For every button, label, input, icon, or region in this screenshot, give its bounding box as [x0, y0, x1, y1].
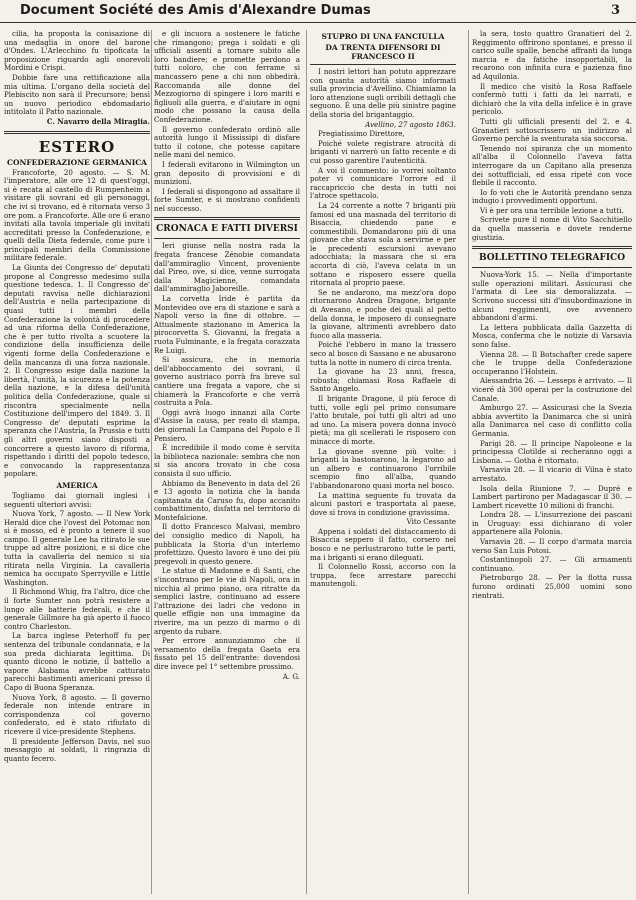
section-rule	[472, 246, 632, 249]
paragraph: Parigi 28. — Il principe Napoleone e la principessa Clotilde si recheranno oggi a Lisbona. — Gotha è ritornato.	[472, 438, 632, 465]
paragraph: Io fo voti che le Autorità prendano senza indugio i provvedimenti opportuni.	[472, 187, 632, 206]
paragraph: Nuova York, 8 agosto. — Il governo federale non intende entrare in corrispondenza col governo confederato, ed è stato rifiutato di ricevere il vice-presidente Stephens.	[4, 692, 150, 736]
paragraph: Nuova York, 7 agosto. — Il New York Herald dice che l'ovest del Potomac non si è mosso, ed è pronto a tenere il suo campo. Il generale Lee ha ritirato le sue truppe ad altre posizioni, e si dice che tutta la cavalleria del nemico si sia ritirata nella Virginia. La cavalleria nemica ha occupato Sperryville e Little Washington.	[4, 509, 150, 587]
paragraph: Alessandria 26. — Lesseps è arrivato. — Il viceré dà 300 operai per la costruzione del Canale.	[472, 376, 632, 403]
paragraph: cilia, ha proposta la conisazione di una medaglia in onore del barone d'Ondes. L'Arlecchino fu tipoficata la proposizione riguardo agli onorevoli Mordini e Crispi.	[4, 30, 150, 73]
section-title-estero: ESTERO	[38, 137, 116, 156]
paragraph: Abbiamo da Benevento in data del 26 e 13 agosto la notizia che la banda capitanata da Caruso fu, dopo accanito combattimento, disfatta nel territorio di Montefalcione.	[154, 478, 300, 522]
paragraph: Si assicura, che in memoria dell'abboccamento dei sovrani, il governo austriaco porrà fra breve sul cantiere una fregata a vapore, che si chiamerà la Francoforte e che verrà costruita a Pola.	[154, 355, 300, 408]
paragraph: Francoforte, 20 agosto. — S. M. l'imperatore, alle ore 12 di quest'oggi, si è recata al castello di Rumpenheim a visitare gli sovrani ed gli personaggi, che ivi si trovano, ed è ritornata verso 3 ore pom. a Francoforte. Alle ore 6 erano invitati alla tavola imperiale gli invitati accreditati presso la Confederazione, e quelli della Dieta federale, come pure i principali membri della Commissione militare federale.	[4, 167, 150, 263]
paragraph: Amburgo 27. — Assicurasi che la Svezia abbia avvertito la Danimarca che si unirà alla Danimarca nel caso di conflitto colla Germania.	[472, 403, 632, 438]
paragraph: La barca inglese Peterhoff fu per sentenza del tribunale condannata, e la sua preda dichiarata legittima. Di quanto dicono le notizie, il battello a vapore Alabama avrebbe catturato parecchi bastimenti americani presso il Capo di Buona Speranza.	[4, 631, 150, 692]
paragraph: La giovane svenne più volte: i briganti la bastonarono, la legarono ad un albero e continuarono l'orribile scempio fino all'alba, quando l'abbandonarono quasi morta nel bosco.	[310, 446, 456, 490]
paragraph: e gli incuora a sostenere le fatiche che rimangono; prega i soldati e gli ufficiali assenti a tornare subito alle loro bandiere; e promette perdono a tutti coloro, che con ferrame si mancassero pene a chi non obbedirà. Raccomanda alle donne del Mezzogiorno di spingere i loro mariti e figliuoli alla guerra, e d'aiutare in ogni modo che possano la causa della Confederazione.	[154, 30, 300, 124]
paragraph: Il medico che visitò la Rosa Raffaele confermò tutti i fatti da lei narrati, e dichiarò che la vita della infelice è in grave pericolo.	[472, 81, 632, 117]
section-title-cronaca: CRONACA E FATTI DIVERSI	[156, 224, 298, 235]
paragraph: Il brigante Dragone, il più feroce di tutti, volle egli pel primo consumare l'atto brutale, poi tutti gli altri ad uno ad uno. La misera povera donna invocò pietà; ma gli scellerati le risposero con minacce di morte.	[310, 393, 456, 446]
column-1	[4, 30, 150, 894]
paragraph: La giovane ha 23 anni, fresca, robusta; chiamasi Rosa Raffaele di Santo Angelo.	[310, 367, 456, 394]
paragraph: Tenendo noi spiranza che un momento all'alba il Colonnello l'aveva fatta interrogare da un Capitano alla presenza dei sottufficiali, ed essa ripeté con voce flebile il racconto.	[472, 143, 632, 188]
section-rule	[154, 238, 300, 239]
paragraph: I nostri lettori han potuto apprezzare con quanta autorità siamo informati sulla provincia d'Avellino. Chiamiamo la loro attenzione sugli orribili dettagli che seguono. È una delle più sinistre pagine della storia del brigantaggio.	[310, 67, 456, 119]
section-title-bollettino: BOLLETTINO TELEGRAFICO	[478, 253, 626, 264]
column-divider	[151, 30, 152, 894]
column-divider	[306, 30, 307, 894]
article-signature: A. G.	[282, 671, 300, 681]
page-number: 3	[610, 3, 620, 18]
paragraph: Il governo confederato ordinò alle autorità lungo il Mississipi di disfare tutto il cotone, che potesse capitare nelle mani del nemico.	[154, 124, 300, 160]
subsection-title: CONFEDERAZIONE GERMANICA	[7, 157, 147, 167]
paragraph: La corvetta Iride è partita da Montevideo ove era di stazione e sarà a Napoli verso la fine di ottobre. — Attualmente stazionano in America la pirocorvetta S. Giovanni, la fregata a ruota Fulminante, e la fregata corazzata Re Luigi.	[154, 294, 300, 355]
paragraph: Ieri giunse nella nostra rada la fregata francese Zénobie comandata dall'ammiraglio Vincent, proveniente dal Pireo, ove, si dice, venne surrogata dalla Magicienne, comandata dall'ammiraglio Jaboreille.	[154, 241, 300, 294]
paragraph: Nuova-York 15. — Nella d'importante sulle operazioni militari. Assicurasi che l'armata di Lee sia demoralizzata. — Scrivono successi siti d'insubordinazione in alcuni reggimenti, ove avvennero abbandoni d'armi.	[472, 270, 632, 323]
paragraph: Il Colonnello Rossi, accorso con la truppa, fece arrestare parecchi manutengoli.	[310, 562, 456, 589]
document-title: Document Société des Amis d'Alexandre Dumas	[20, 3, 371, 18]
paragraph: A voi il commento: io vorrei soltanto poter vi comunicare l'orrore ed il raccapriccio che desta in tutti noi l'atroce spettacolo.	[310, 165, 456, 201]
column-4	[472, 30, 632, 894]
section-rule	[310, 64, 456, 65]
paragraph: Il presidente Jefferson Davis, nel suo messaggio ai soldati, li ringrazia di quanto fecero.	[4, 736, 150, 763]
page-header	[0, 0, 636, 23]
paragraph: Se ne andarono, ma mezz'ora dopo ritornarono Andrea Dragone, brigante di Avesano, e poche dei quali al petto della donna, le imposero di consegnare la giovane, altrimenti avrebbero dato fuoco alla masseria.	[310, 287, 456, 340]
paragraph: Il dotto Francesco Malvasi, membro del consiglio medico di Napoli, ha pubblicata la Storia d'un interlemo profettizzo. Questo lavoro è uno dei più pregevoli in questo genere.	[154, 522, 300, 566]
column-divider	[468, 30, 469, 894]
section-rule	[472, 267, 632, 268]
article-title-line: DA TRENTA DIFENSORI DI FRANCESCO II	[325, 43, 441, 61]
paragraph: Per errore annunziammo che il versamento della fregata Gaeta era fissato pel 15 dell'entrante: dovendosi dire invece pel 1° settembre prossimo.	[154, 636, 300, 671]
paragraph: Il Richmond Whig, fra l'altro, dice che il forte Sumter non potrà resistere a lungo alle batterie federali, e che il generale Gillmore ha già aperto il fuoco contro Charleston.	[4, 587, 150, 631]
paragraph: Costantinopoli 27. — Gli armamenti continuano.	[472, 555, 632, 573]
section-rule	[4, 131, 150, 134]
paragraph: Londra 28. — L'insurrezione dei pascani in Uruguay: essi dichiarano di voler appartenere alla Polonia.	[472, 510, 632, 537]
paragraph: Tutti gli ufficiali presenti del 2. e 4. Granatieri sottoscrissero un indirizzo al Governo perché la sventurata sia soccorsa.	[472, 116, 632, 144]
paragraph: Dobbie fare una rettificazione alla mia ultima. L'organo della società del Plebiscito non sarà il Precursore; bensì un nuovo periodico ebdomadario intitolato il Patto nazionale.	[4, 72, 150, 117]
paragraph: Oggi avrà luogo innanzi alla Corte d'Assise la causa, per reato di stampa, dei giornali La Campana del Popolo e Il Pensiero.	[154, 407, 300, 443]
paragraph: Vienna 28. — Il Botschafter crede sapere che le truppe della Confederazione occuperanno l'Holstein.	[472, 349, 632, 376]
paragraph: Poiché l'ebbero in mano la trassero seco al bosco di Sassano e ne abusarono tutta la notte in numero di circa trenta.	[310, 340, 456, 367]
paragraph: Poiché volete registrare atrocità di briganti vi narrerò un fatto recente e di cui posso garentire l'autenticità.	[310, 138, 456, 165]
subsection-title-america: AMERICA	[56, 480, 98, 490]
paragraph: la sera, tosto quattro Granatieri del 2. Reggimento offrirono spontanei, e presso il carico sulle spalle, benché affranti da lunga marcia e da fatiche insopportabili, la recarono con infinita cura e pazienza fino ad Aquilonia.	[472, 30, 632, 81]
paragraph: I federali evitarono in Wilmington un gran deposito di provvisioni e di munizioni.	[154, 159, 300, 187]
paragraph: È incredibile il modo come è servita la biblioteca nazionale: sembra che non si sia ancora trovato in che cosa consista il suo ufficio.	[154, 443, 300, 478]
paragraph: Pietroburgo 28. — Per la flotta russa furono ordinati 25,000 uomini sono rientrati.	[472, 573, 632, 600]
paragraph: I federali si dispongono ad assaltare il forte Sumter, e si mostrano confidenti nel successo.	[154, 186, 300, 213]
author-signature: C. Navarro della Miraglia.	[46, 116, 150, 126]
paragraph: Le statue di Madonne e di Santi, che s'incontrano per le vie di Napoli, ora in nicchia al primo piano, ora ritratte da semplici lastre, continuano ad essere l'attrazione dei ladri che vedono in quelle effigie non una immagine da riverire, ma un pezzo di marmo o di argento da rubare.	[154, 566, 300, 636]
paragraph: Pregiatissimo Direttore,	[318, 129, 405, 139]
paragraph: La mattina seguente fu trovata da alcuni pastori e trasportata al paese, dove si trova in condizione gravissima.	[310, 490, 456, 517]
column-3	[310, 30, 456, 894]
paragraph: Varsavia 28. — Il vicario di Vilna è stato arrestato.	[472, 465, 632, 483]
section-rule	[154, 217, 300, 220]
paragraph: Isola della Riunione 7. — Dupré e Lambert partirono per Madagascar il 30. — Lambert ricevette 10 milioni di franchi.	[472, 483, 632, 510]
paragraph: Vito Cessante	[406, 517, 456, 527]
column-2	[154, 30, 300, 894]
dateline: Avellino, 27 agosto 1863.	[365, 119, 456, 129]
paragraph: Vi è per ora una terribile lezione a tutti.	[480, 205, 624, 215]
paragraph: Appena i soldati del distaccamento di Bisaccia seppero il fatto, corsero nel bosco e ne perlustrarono tutte le parti, ma i briganti si erano dileguati.	[310, 526, 456, 562]
paragraph: Varsavia 28. — Il corpo d'armata marcia verso San Luis Potosi.	[472, 537, 632, 555]
paragraph: Togliamo dai giornali inglesi i seguenti ulteriori avvisi:	[4, 490, 150, 509]
paragraph: La lettera pubblicata dalla Gazzetta di Mosca, conferma che le notizie di Varsavia sono false.	[472, 322, 632, 349]
paragraph: Scrivete pure il nome di Vito Sacchitiello da quella masseria e dovete renderne giustizia.	[472, 215, 632, 242]
paragraph: La 24 corrente a notte 7 briganti più famosi ed una masnada del territorio di Bisaccia, chiedendo pane e commestibili. Domandarono più di una giovane che stava sola a servirne e per le precedenti escursioni avevano adocchiata; la massara che si era accorta di ciò, l'aveva celata in un sottano e risposero essere quella ritornata al proprio paese.	[310, 200, 456, 288]
article-title-line: STUPRO DI UNA FANCIULLA	[321, 32, 445, 41]
paragraph: La Giunta dei Congresso de' deputati propone al Congresso medesimo sulla questione tedesca. 1. Il Congresso de' deputati ravvisa nelle dichiarazioni dell'Austria e nella partecipazione di quasi tutti i membri della Confederazione la volontà di procedere ad una riforma della Confederazione, che è per tutto rivolta a scuotere la condizione della insufficienza delle vigenti forme della Confederazione e della mancanza di una forza nazionale. 2. Il Congresso esige dalla nazione la libertà, l'unità, la sicurezza e la potenza della nazione, e la difesa dell'unità politica della Confederazione, quale si riscontra specialmente nella Costituzione dell'impero del 1849. 3. Il Congresso de' deputati esprime la speranza che l'Austria, la Prussia e tutti gli altri governi siano disposti a concorrere a questo lavoro di riforma, rispettando i diritti del popolo tedesco, e convocando la rappresentanza popolare.	[4, 263, 150, 479]
